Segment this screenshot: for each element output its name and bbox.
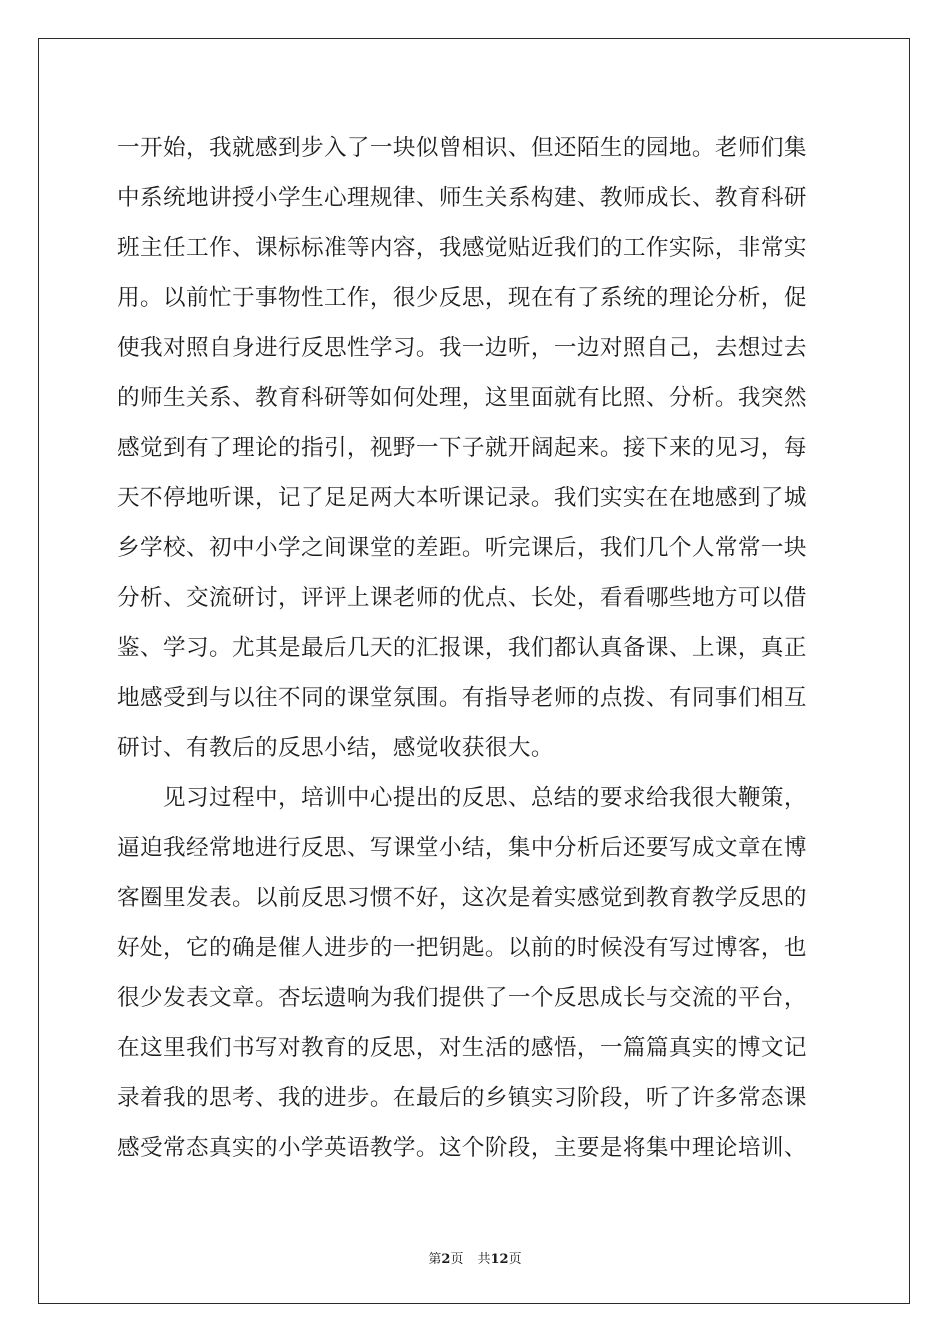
page-total-count: 12 bbox=[490, 1252, 509, 1267]
text-line: 录着我的思考、我的进步。在最后的乡镇实习阶段，听了许多常态课 bbox=[117, 1085, 807, 1111]
text-line: 感觉到有了理论的指引，视野一下子就开阔起来。接下来的见习，每 bbox=[117, 435, 807, 461]
text-line: 班主任工作、课标标准等内容，我感觉贴近我们的工作实际，非常实 bbox=[117, 235, 807, 261]
text-line: 天不停地听课，记了足足两大本听课记录。我们实实在在地感到了城 bbox=[117, 485, 807, 511]
page-total-suffix: 页 bbox=[508, 1252, 522, 1267]
text-line: 研讨、有教后的反思小结，感觉收获很大。 bbox=[117, 735, 554, 761]
page-number-current: 2 bbox=[441, 1252, 451, 1267]
text-line: 使我对照自身进行反思性学习。我一边听，一边对照自己，去想过去 bbox=[117, 335, 807, 361]
text-line: 中系统地讲授小学生心理规律、师生关系构建、教师成长、教育科研 bbox=[117, 185, 807, 211]
text-line: 鉴、学习。尤其是最后几天的汇报课，我们都认真备课、上课，真正 bbox=[117, 635, 807, 661]
text-line: 见习过程中，培训中心提出的反思、总结的要求给我很大鞭策， bbox=[117, 785, 807, 811]
text-line: 在这里我们书写对教育的反思，对生活的感悟，一篇篇真实的博文记 bbox=[117, 1035, 807, 1061]
text-line: 的师生关系、教育科研等如何处理，这里面就有比照、分析。我突然 bbox=[117, 385, 807, 411]
text-line: 用。以前忙于事物性工作，很少反思，现在有了系统的理论分析，促 bbox=[117, 285, 807, 311]
page-footer bbox=[0, 1248, 950, 1267]
document-body bbox=[117, 123, 835, 1173]
page-number-suffix: 页 bbox=[450, 1252, 464, 1267]
text-line: 好处，它的确是催人进步的一把钥匙。以前的时候没有写过博客，也 bbox=[117, 935, 807, 961]
text-line: 感受常态真实的小学英语教学。这个阶段，主要是将集中理论培训、 bbox=[117, 1135, 807, 1161]
text-line: 地感受到与以往不同的课堂氛围。有指导老师的点拨、有同事们相互 bbox=[117, 685, 807, 711]
text-line: 逼迫我经常地进行反思、写课堂小结，集中分析后还要写成文章在博 bbox=[117, 835, 807, 861]
text-line: 一开始，我就感到步入了一块似曾相识、但还陌生的园地。老师们集 bbox=[117, 135, 807, 161]
text-line: 很少发表文章。杏坛遗响为我们提供了一个反思成长与交流的平台， bbox=[117, 985, 807, 1011]
text-line: 客圈里发表。以前反思习惯不好，这次是着实感觉到教育教学反思的 bbox=[117, 885, 807, 911]
page-total-prefix: 共 bbox=[477, 1252, 491, 1267]
text-line: 分析、交流研讨，评评上课老师的优点、长处，看看哪些地方可以借 bbox=[117, 585, 807, 611]
text-line: 乡学校、初中小学之间课堂的差距。听完课后，我们几个人常常一块 bbox=[117, 535, 807, 561]
page-number-prefix: 第 bbox=[428, 1252, 442, 1267]
